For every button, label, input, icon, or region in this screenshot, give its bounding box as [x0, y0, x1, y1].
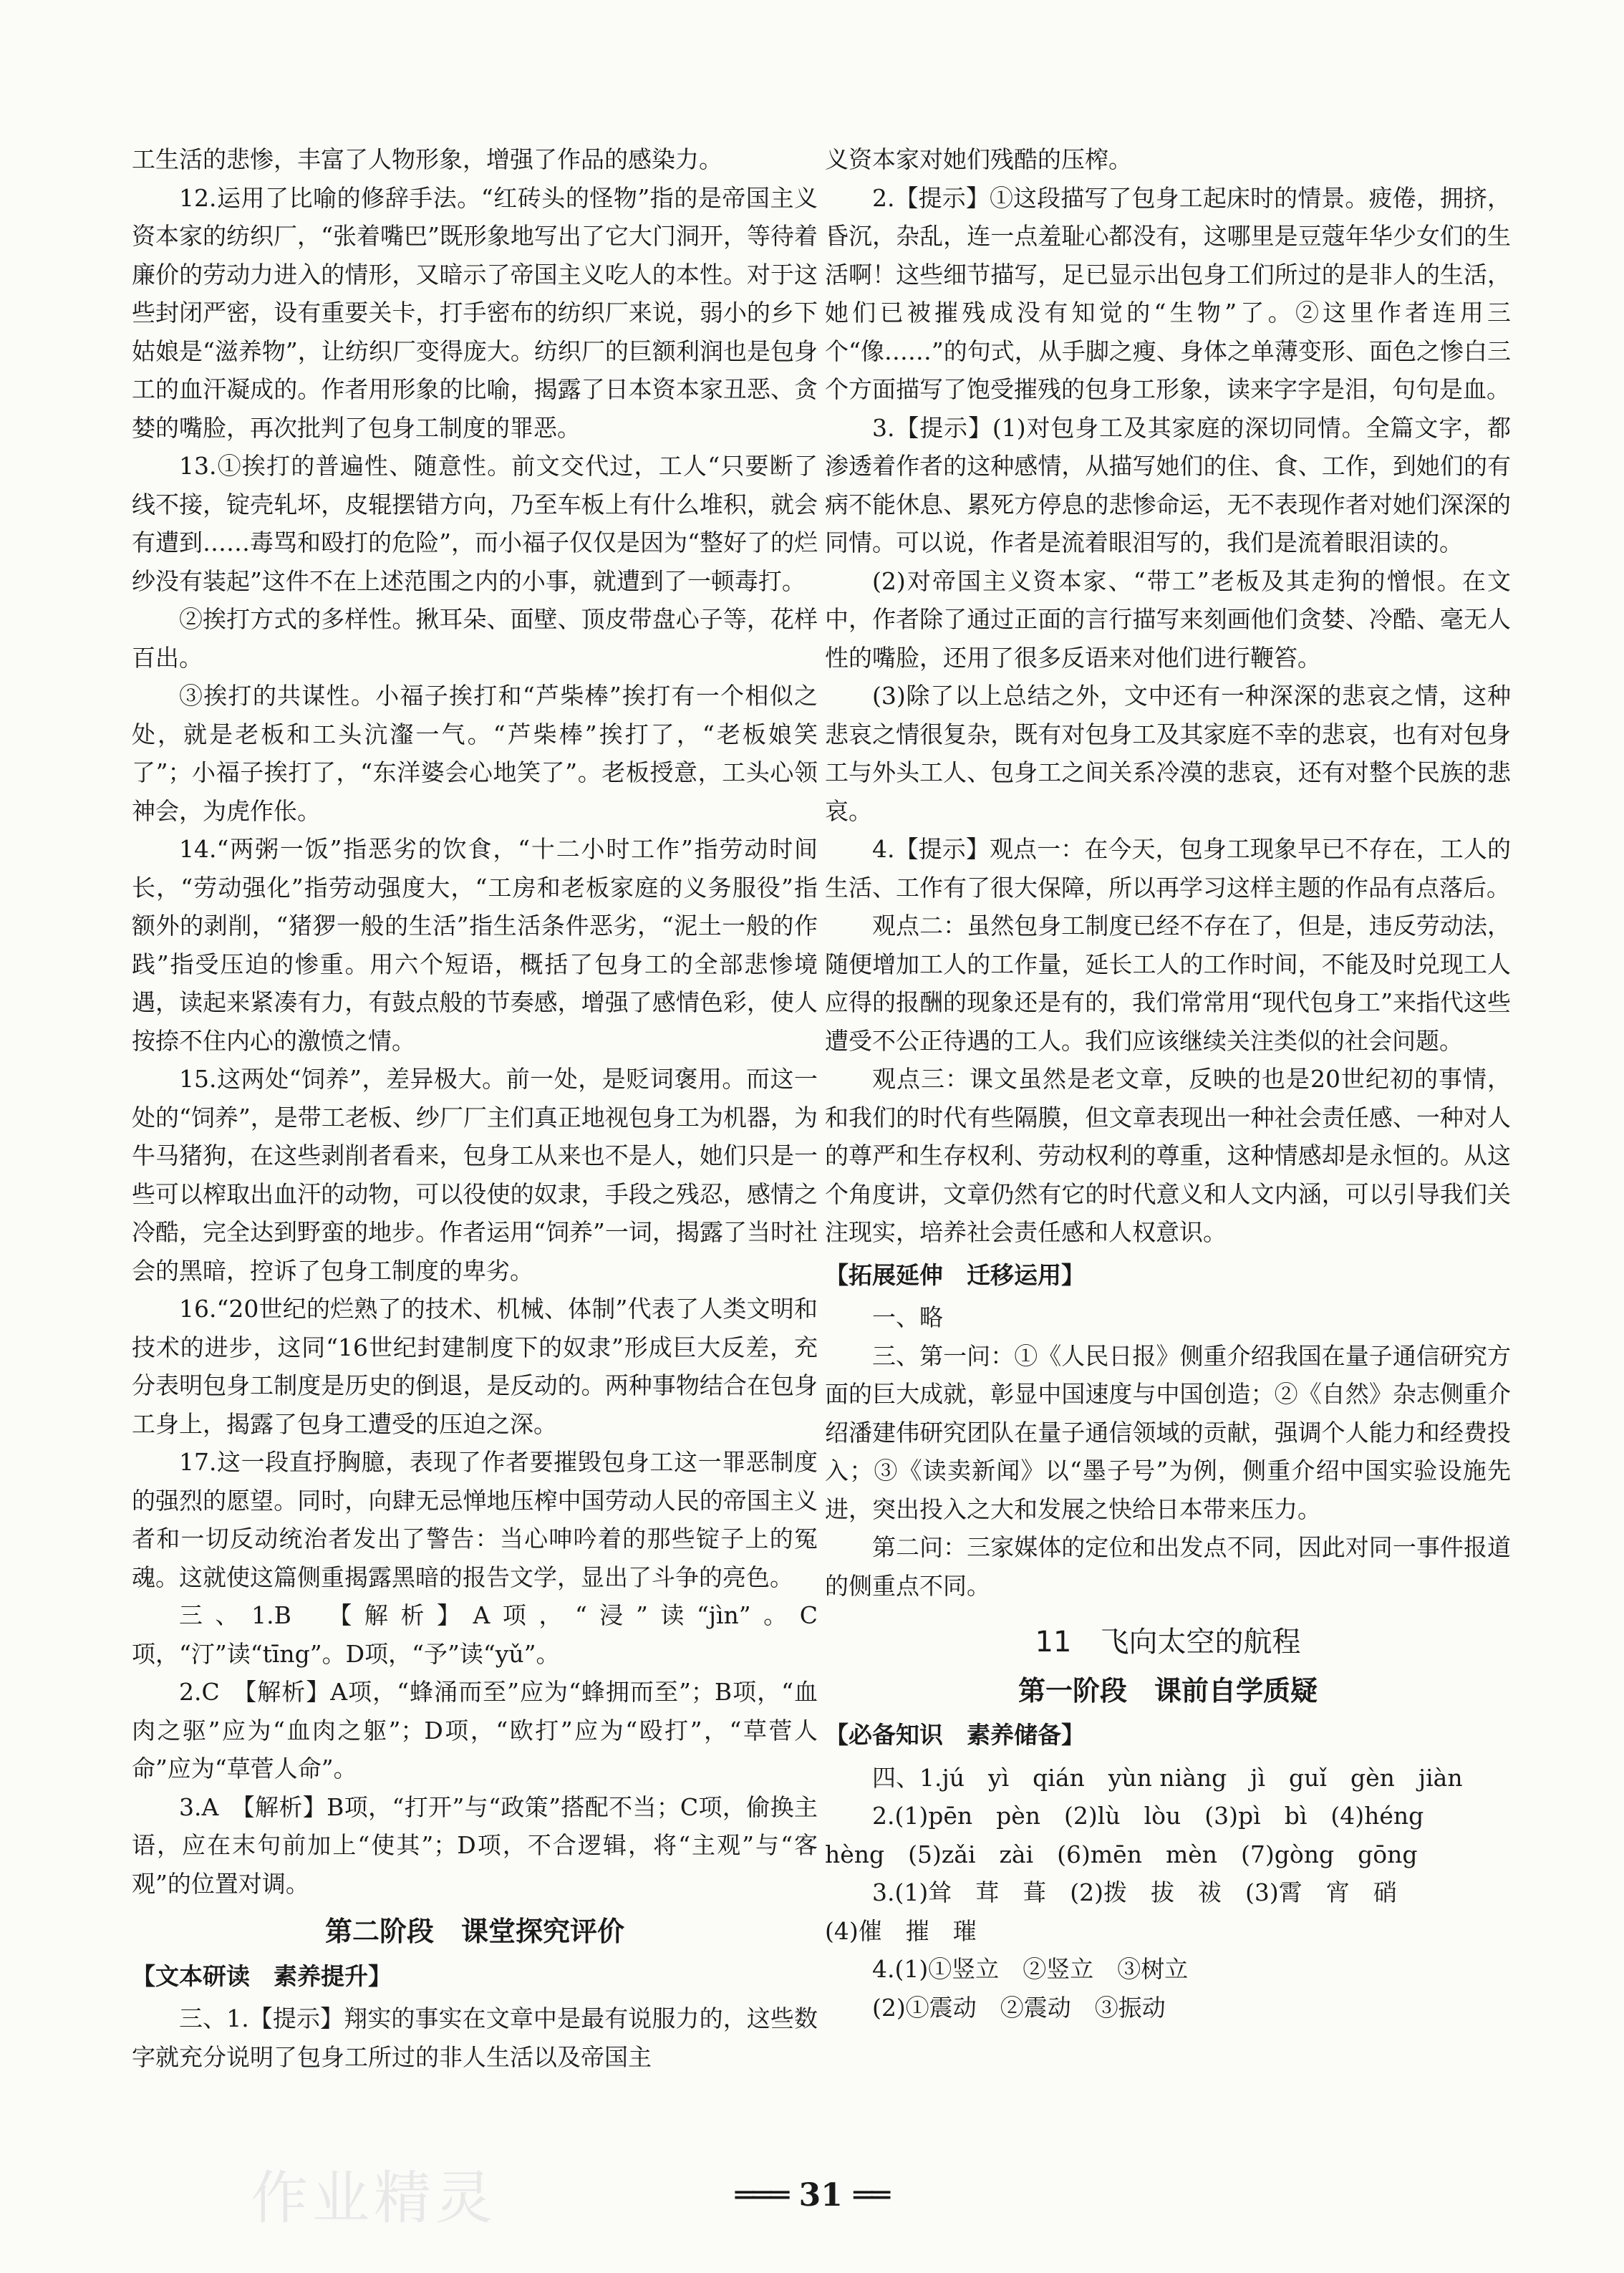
paragraph: 3.【提示】(1)对包身工及其家庭的深切同情。全篇文字，都渗透着作者的这种感情，从描写她们的住、食、工作，到她们的有病不能休息、累死方停息的悲惨命运，无不表现作者对她们深深的同情。可以说，作者是流着眼泪写的，我们是流着眼泪读的。 [825, 413, 1511, 556]
paragraph: (4)催 摧 璀 [825, 1916, 977, 1945]
paragraph: 2.【提示】①这段描写了包身工起床时的情景。疲倦，拥挤，昏沉，杂乱，连一点羞耻心都没有，这哪里是豆蔻年华少女们的生活啊！这些细节描写，足已显示出包身工们所过的是非人的生活，她们已被摧残成没有知觉的“生物”了。②这里作者连用三个“像……”的句式，从手脚之瘦、身体之单薄变形、面色之惨白三个方面描写了饱受摧残的包身工形象，读来字字是泪，句句是血。 [825, 183, 1511, 403]
watermark: 作业精灵 [251, 2165, 497, 2231]
paragraph: 观点三：课文虽然是老文章，反映的也是20世纪初的事情，和我们的时代有些隔膜，但文章表现出一种社会责任感、一种对人的尊严和生存权利、劳动权利的尊重，这种情感却是永恒的。从这个角度讲，文章仍然有它的时代意义和人文内涵，可以引导我们关注现实，培养社会责任感和人权意识。 [825, 1065, 1511, 1246]
page-number-value: 31 [798, 2177, 843, 2214]
paragraph: 16.“20世纪的烂熟了的技术、机械、体制”代表了人类文明和技术的进步，这同“16世纪封建制度下的奴隶”形成巨大反差，充分表明包身工制度是历史的倒退，是反动的。两种事物结合在包身工身上，揭露了包身工遭受的压迫之深。 [132, 1295, 818, 1438]
paragraph: 4.(1)①竖立 ②竖立 ③树立 [872, 1955, 1189, 1983]
right-paragraphs [825, 140, 1511, 1252]
paragraph: 2.C 【解析】A项，“蜂涌而至”应为“蜂拥而至”；B项，“血肉之驱”应为“血肉之躯”；D项，“欧打”应为“殴打”，“草菅人命”应为“草菅人命”。 [132, 1678, 818, 1782]
paragraph: 3.A 【解析】B项，“打开”与“政策”搭配不当；C项，偷换主语，应在末句前加上“使其”；D项，不合逻辑，将“主观”与“客观”的位置对调。 [132, 1792, 818, 1898]
section-heading-extension: 【拓展延伸 迁移运用】 [825, 1260, 1085, 1289]
page-number: ═══ 31 ══ [735, 2177, 889, 2214]
right-column [825, 140, 1511, 2027]
paragraph: 3.(1)耸 茸 葺 (2)拨 拔 祓 (3)霄 宵 硝 [872, 1878, 1397, 1906]
paragraph: ③挨打的共谋性。小福子挨打和“芦柴棒”挨打有一个相似之处，就是老板和工头沆瀣一气。“芦柴棒”挨打了，“老板娘笑了”；小福子挨打了，“东洋婆会心地笑了”。老板授意，工头心领神会，为虎作伥。 [132, 682, 818, 825]
paragraph: 15.这两处“饲养”，差异极大。前一处，是贬词褒用。而这一处的“饲养”，是带工老板、纱厂厂主们真正地视包身工为机器，为牛马猪狗，在这些剥削者看来，包身工从来也不是人，她们只是一些可以榨取出血汗的动物，可以役使的奴隶，手段之残忍，感情之冷酷，完全达到野蛮的地步。作者运用“饲养”一词，揭露了当时社会的黑暗，控诉了包身工制度的卑劣。 [132, 1065, 818, 1285]
stage-heading-2: 第二阶段 课堂探究评价 [324, 1916, 624, 1947]
paragraph: 2.(1)pēn pèn (2)lù lòu (3)pì bì (4)héng [872, 1802, 1424, 1830]
right-after2-paragraphs [825, 1759, 1511, 2027]
paragraph: 工生活的悲惨，丰富了人物形象，增强了作品的感染力。 [132, 145, 722, 173]
paragraph: 17.这一段直抒胸臆，表现了作者要摧毁包身工这一罪恶制度的强烈的愿望。同时，向肆无忌惮地压榨中国劳动人民的帝国主义者和一切反动统治者发出了警告：当心呻吟着的那些锭子上的冤魂。这就使这篇侧重揭露黑暗的报告文学，显出了斗争的亮色。 [132, 1448, 818, 1591]
paragraph: 三、1.B 【解析】A项，“浸”读“jìn”。C项，“汀”读“tīng”。D项，“予”读“yǔ”。 [132, 1601, 818, 1668]
paragraph: 一、略 [872, 1303, 943, 1331]
paragraph: ②挨打方式的多样性。揪耳朵、面壁、顶皮带盘心子等，花样百出。 [132, 605, 818, 672]
left-paragraphs [132, 140, 818, 1903]
paragraph: 义资本家对她们残酷的压榨。 [825, 145, 1132, 173]
paragraph: 三、第一问：①《人民日报》侧重介绍我国在量子通信研究方面的巨大成就，彰显中国速度与中国创造；②《自然》杂志侧重介绍潘建伟研究团队在量子通信领域的贡献，强调个人能力和经费投入；③《读卖新闻》以“墨子号”为例，侧重介绍中国实验设施先进，突出投入之大和发展之快给日本带来压力。 [825, 1341, 1511, 1523]
section-heading-knowledge: 【必备知识 素养储备】 [825, 1721, 1085, 1749]
paragraph: (2)对帝国主义资本家、“带工”老板及其走狗的憎恨。在文中，作者除了通过正面的言行描写来刻画他们贪婪、冷酷、毫无人性的嘴脸，还用了很多反语来对他们进行鞭笞。 [825, 566, 1511, 672]
section-heading-text-study: 【文本研读 素养提升】 [132, 1961, 392, 1990]
left-column [132, 140, 818, 2076]
paragraph: hèng (5)zǎi zài (6)mēn mèn (7)gòng gōng [825, 1840, 1418, 1868]
paragraph: 12.运用了比喻的修辞手法。“红砖头的怪物”指的是帝国主义资本家的纺织厂，“张着嘴巴”既形象地写出了它大门洞开，等待着廉价的劳动力进入的情形，又暗示了帝国主义吃人的本性。对于这些封闭严密，设有重要关卡，打手密布的纺织厂来说，弱小的乡下姑娘是“滋养物”，让纺织厂变得庞大。纺织厂的巨额利润也是包身工的血汗凝成的。作者用形象的比喻，揭露了日本资本家丑恶、贪婪的嘴脸，再次批判了包身工制度的罪恶。 [132, 183, 818, 442]
paragraph: 4.【提示】观点一：在今天，包身工现象早已不存在，工人的生活、工作有了很大保障，所以再学习这样主题的作品有点落后。 [825, 835, 1511, 902]
paragraph: (2)①震动 ②震动 ③振动 [872, 1993, 1166, 2022]
stage-heading-1: 第一阶段 课前自学质疑 [1018, 1674, 1318, 1707]
paragraph: (3)除了以上总结之外，文中还有一种深深的悲哀之情，这种悲哀之情很复杂，既有对包身工及其家庭不幸的悲哀，也有对包身工与外头工人、包身工之间关系冷漠的悲哀，还有对整个民族的悲哀。 [825, 682, 1511, 825]
paragraph: 14.“两粥一饭”指恶劣的饮食，“十二小时工作”指劳动时间长，“劳动强化”指劳动强度大，“工房和老板家庭的义务服役”指额外的剥削，“猪猡一般的生活”指生活条件恶劣，“泥土一般的作践”指受压迫的惨重。用六个短语，概括了包身工的全部悲惨境遇，读起来紧凑有力，有鼓点般的节奏感，增强了感情色彩，使人按捺不住内心的激愤之情。 [132, 835, 818, 1055]
paragraph: 13.①挨打的普遍性、随意性。前文交代过，工人“只要断了线不接，锭壳轧坏，皮辊摆错方向，乃至车板上有什么堆积，就会有遭到……毒骂和殴打的危险”，而小福子仅仅是因为“整好了的烂纱没有装起”这件不在上述范围之内的小事，就遭到了一顿毒打。 [132, 452, 818, 595]
chapter-title: 11 飞向太空的航程 [1035, 1626, 1301, 1659]
paragraph: 观点二：虽然包身工制度已经不存在了，但是，违反劳动法，随便增加工人的工作量，延长工人的工作时间，不能及时兑现工人应得的报酬的现象还是有的，我们常常用“现代包身工”来指代这些遭受不公正待遇的工人。我们应该继续关注类似的社会问题。 [825, 912, 1511, 1055]
left-after-paragraphs [132, 1999, 818, 2076]
right-after1-paragraphs [825, 1298, 1511, 1605]
paragraph: 三、1.【提示】翔实的事实在文章中是最有说服力的，这些数字就充分说明了包身工所过的非人生活以及帝国主 [132, 2004, 818, 2071]
paragraph: 第二问：三家媒体的定位和出发点不同，因此对同一事件报道的侧重点不同。 [825, 1533, 1511, 1600]
paragraph: 四、1.jú yì qián yùn niàng jì guǐ gèn jiàn [872, 1763, 1463, 1792]
